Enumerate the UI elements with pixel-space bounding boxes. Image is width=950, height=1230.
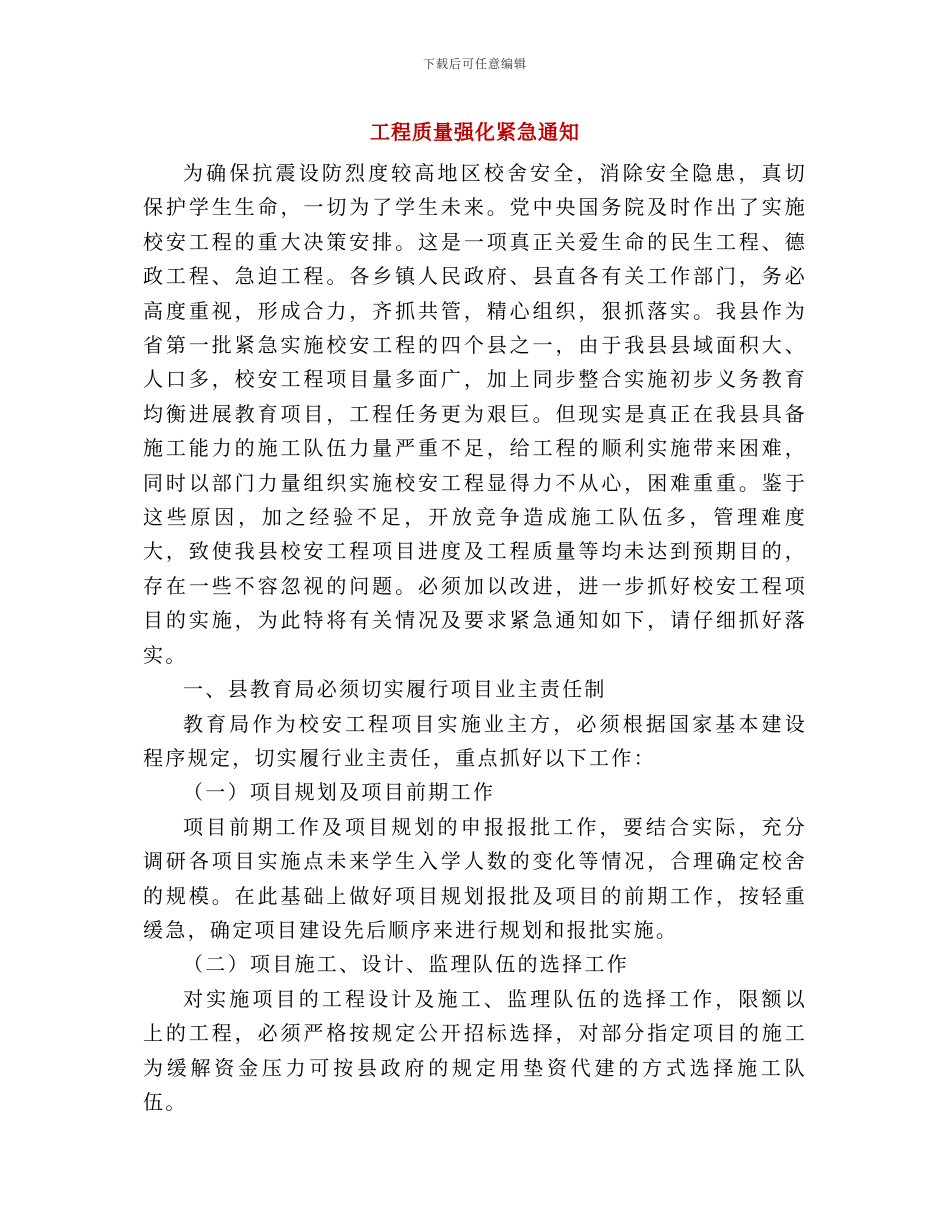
subsection-heading-1: （一）项目规划及项目前期工作 — [183, 780, 496, 805]
subsection-heading-2: （二）项目施工、设计、监理队伍的选择工作 — [183, 952, 629, 977]
intro-paragraph: 为确保抗震设防烈度较高地区校舍安全，消除安全隐患，真切保护学生生命，一切为了学生未来。党中央国务院及时作出了实施校安工程的重大决策安排。这是一项真正关爱生命的民生工程、德政工程、急迫工程。各乡镇人民政府、县直各有关工作部门，务必高度重视，形成合力，齐抓共管，精心组织，狠抓落实。我县作为省第一批紧急实施校安工程的四个县之一，由于我县县域面积大、人口多，校安工程项目量多面广，加上同步整合实施初步义务教育均衡进展教育项目，工程任务更为艰巨。但现实是真正在我县具备施工能力的施工队伍力量严重不足，给工程的顺利实施带来困难，同时以部门力量组织实施校安工程显得力不从心，困难重重。鉴于这些原因，加之经验不足，开放竞争造成施工队伍多，管理难度大，致使我县校安工程项目进度及工程质量等均未达到预期目的，存在一些不容忽视的问题。必须加以改进，进一步抓好校安工程项目的实施，为此特将有关情况及要求紧急通知如下，请仔细抓好落实。 — [143, 161, 807, 667]
subsection-1-paragraph: 项目前期工作及项目规划的申报报批工作，要结合实际，充分调研各项目实施点未来学生入学人数的变化等情况，合理确定校舍的规模。在此基础上做好项目规划报批及项目的前期工作，按轻重缓急，确定项目建设先后顺序来进行规划和报批实施。 — [143, 814, 807, 942]
section-1-paragraph: 教育局作为校安工程项目实施业主方，必须根据国家基本建设程序规定，切实履行业主责任，重点抓好以下工作： — [143, 711, 807, 770]
document-title: 工程质量强化紧急通知 — [370, 120, 580, 144]
section-heading-1: 一、县教育局必须切实履行项目业主责任制 — [183, 677, 607, 702]
header-note: 下载后可任意编辑 — [422, 57, 527, 71]
document-body — [143, 156, 807, 1119]
subsection-2-paragraph: 对实施项目的工程设计及施工、监理队伍的选择工作，限额以上的工程，必须严格按规定公开招标选择，对部分指定项目的施工为缓解资金压力可按县政府的规定用垫资代建的方式选择施工队伍。 — [143, 986, 807, 1114]
